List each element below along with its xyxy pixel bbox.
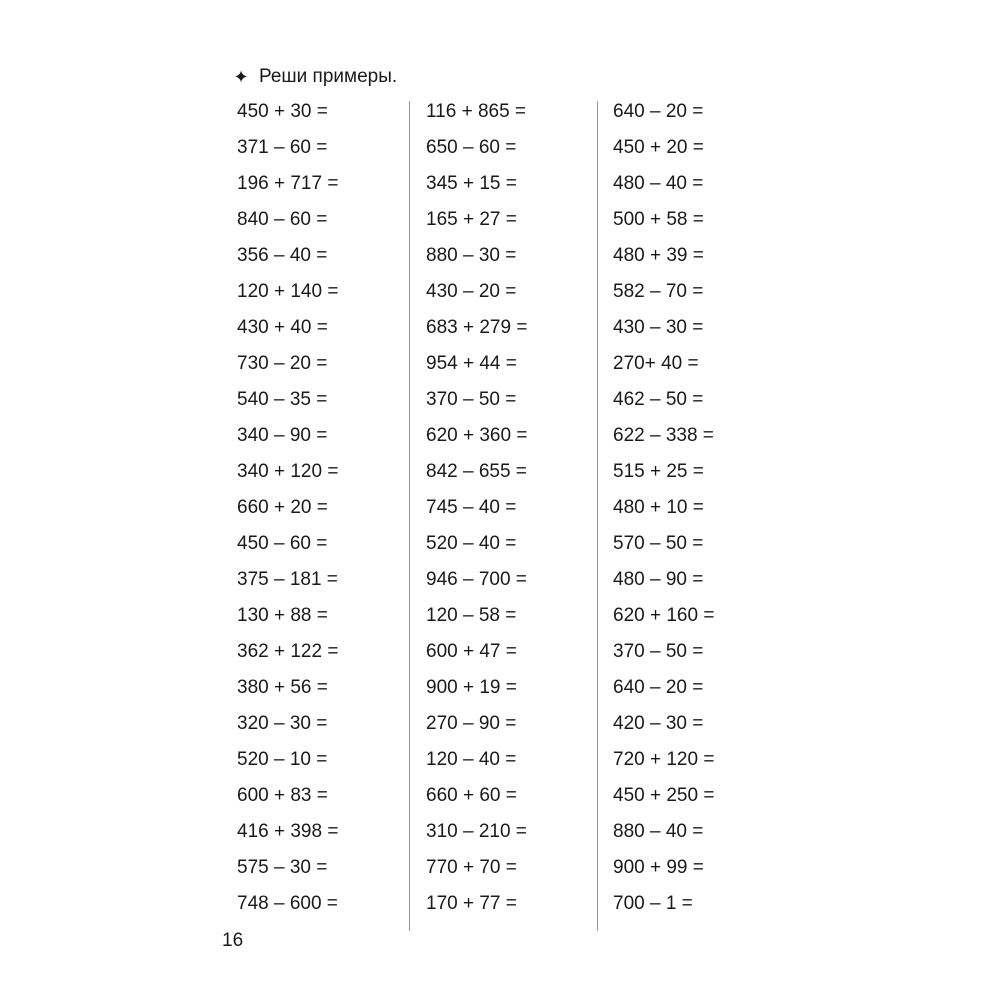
math-problem: 745 – 40 = [426,497,517,518]
math-problem: 116 + 865 = [426,101,527,122]
math-problem: 880 – 40 = [613,821,704,842]
math-problem: 900 + 99 = [613,857,704,878]
math-problem: 270+ 40 = [613,353,699,374]
page-number: 16 [222,930,244,951]
math-problem: 420 – 30 = [613,713,704,734]
problem-column-1 [237,94,338,922]
math-problem: 480 + 10 = [613,497,704,518]
math-problem: 683 + 279 = [426,317,528,338]
math-problem: 416 + 398 = [237,821,339,842]
exercise-header [232,62,397,92]
math-problem: 640 – 20 = [613,677,704,698]
math-problem: 748 – 600 = [237,893,338,914]
column-divider [597,101,598,931]
math-problem: 500 + 58 = [613,209,704,230]
math-problem: 900 + 19 = [426,677,517,698]
math-problem: 196 + 717 = [237,173,339,194]
math-problem: 520 – 10 = [237,749,328,770]
math-problem: 954 + 44 = [426,353,517,374]
problem-column-3 [613,94,714,922]
column-divider [409,101,410,931]
math-problem: 462 – 50 = [613,389,704,410]
math-problem: 430 + 40 = [237,317,328,338]
math-problem: 340 + 120 = [237,461,339,482]
math-problem: 430 – 30 = [613,317,704,338]
math-problem: 480 + 39 = [613,245,704,266]
math-problem: 880 – 30 = [426,245,517,266]
math-problem: 622 – 338 = [613,425,714,446]
math-problem: 600 + 47 = [426,641,517,662]
math-problem: 515 + 25 = [613,461,704,482]
math-problem: 450 + 30 = [237,101,328,122]
math-problem: 770 + 70 = [426,857,517,878]
math-problem: 640 – 20 = [613,101,704,122]
math-problem: 120 – 58 = [426,605,517,626]
exercise-instruction: Реши примеры. [259,66,398,87]
four-pointed-star-icon: ✦ [233,66,249,87]
math-problem: 840 – 60 = [237,209,328,230]
math-problem: 345 + 15 = [426,173,517,194]
math-problem: 730 – 20 = [237,353,328,374]
math-problem: 170 + 77 = [426,893,517,914]
math-problem: 480 – 90 = [613,569,704,590]
math-problem: 371 – 60 = [237,137,328,158]
math-problem: 650 – 60 = [426,137,517,158]
math-problem: 450 + 250 = [613,785,715,806]
math-problem: 270 – 90 = [426,713,517,734]
math-problem: 540 – 35 = [237,389,328,410]
problem-column-2 [426,94,527,922]
math-problem: 340 – 90 = [237,425,328,446]
math-problem: 575 – 30 = [237,857,328,878]
math-problem: 370 – 50 = [426,389,517,410]
math-problem: 450 – 60 = [237,533,328,554]
math-problem: 582 – 70 = [613,281,704,302]
math-problem: 570 – 50 = [613,533,704,554]
math-problem: 520 – 40 = [426,533,517,554]
math-problem: 130 + 88 = [237,605,328,626]
math-problem: 842 – 655 = [426,461,527,482]
math-problem: 660 + 60 = [426,785,517,806]
math-problem: 620 + 360 = [426,425,528,446]
math-problem: 370 – 50 = [613,641,704,662]
math-problem: 600 + 83 = [237,785,328,806]
math-problem: 380 + 56 = [237,677,328,698]
math-problem: 660 + 20 = [237,497,328,518]
math-problem: 450 + 20 = [613,137,704,158]
math-problem: 700 – 1 = [613,893,693,914]
math-problem: 310 – 210 = [426,821,527,842]
math-problem: 120 – 40 = [426,749,517,770]
math-problem: 375 – 181 = [237,569,338,590]
math-problem: 720 + 120 = [613,749,715,770]
math-problem: 165 + 27 = [426,209,517,230]
math-problem: 356 – 40 = [237,245,328,266]
math-problem: 362 + 122 = [237,641,339,662]
math-problem: 946 – 700 = [426,569,527,590]
math-problem: 120 + 140 = [237,281,339,302]
math-problem: 430 – 20 = [426,281,517,302]
math-problem: 320 – 30 = [237,713,328,734]
math-problem: 480 – 40 = [613,173,704,194]
math-problem: 620 + 160 = [613,605,715,626]
